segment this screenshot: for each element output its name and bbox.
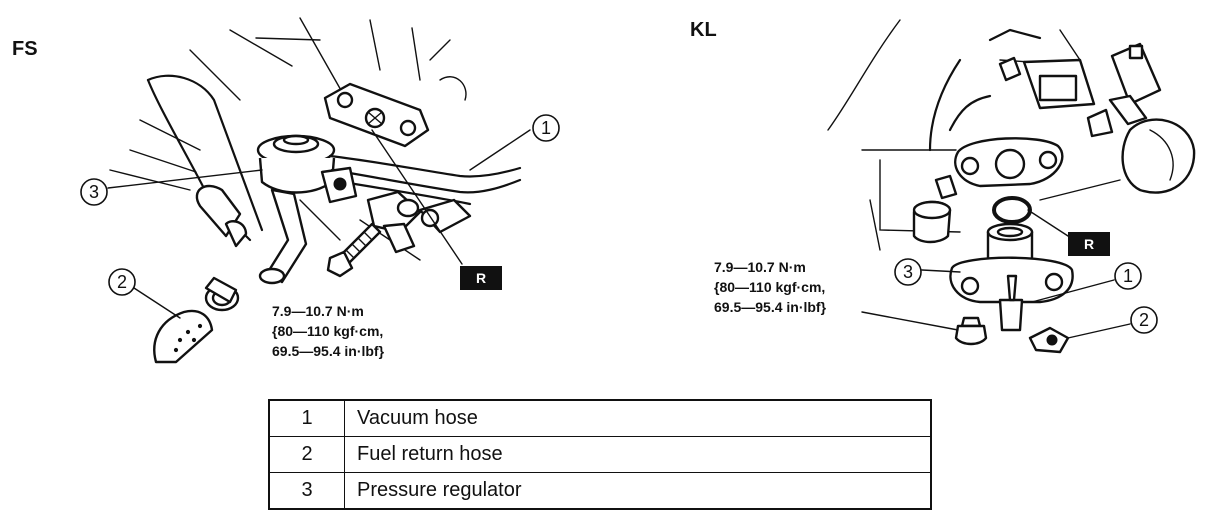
kl-callout-2: [1068, 307, 1157, 338]
legend-part-name: Fuel return hose: [345, 437, 932, 473]
fs-return-hose: [154, 278, 238, 362]
kl-engine-outline: [828, 20, 1120, 250]
table-row: [269, 473, 931, 510]
kl-view-label: KL: [690, 19, 717, 41]
fs-callout-3-label: 3: [88, 182, 100, 202]
legend-part-name: Vacuum hose: [345, 400, 932, 437]
kl-o-ring: [994, 198, 1030, 222]
parts-legend-table: [268, 399, 932, 510]
fs-torque-line-3: 69.5—95.4 in·lbf}: [272, 343, 385, 359]
fs-regulator-clamp: [197, 186, 246, 246]
legend-part-name: Pressure regulator: [345, 473, 932, 510]
fs-torque-line-2: {80—110 kgf·cm,: [272, 323, 384, 339]
fs-callout-3: [81, 170, 262, 205]
fs-pressure-regulator: [258, 136, 334, 283]
kl-torque-line-1: 7.9—10.7 N·m: [714, 259, 806, 275]
legend-number: 3: [269, 473, 345, 510]
kl-flange: [955, 138, 1062, 186]
fs-vacuum-hose: [330, 156, 520, 204]
fs-callout-1: [470, 115, 559, 170]
kl-callout-2-label: 2: [1138, 310, 1150, 330]
kl-view: [690, 19, 1194, 352]
table-row: [269, 437, 931, 473]
legend-number: 1: [269, 400, 345, 437]
kl-mount-bolt: [956, 318, 986, 344]
fs-callout-2-label: 2: [116, 272, 128, 292]
kl-torque-line-3: 69.5—95.4 in·lbf}: [714, 299, 827, 315]
fs-view-label: FS: [12, 38, 38, 60]
kl-callout-3-label: 3: [902, 262, 914, 282]
fs-torque-spec: [272, 303, 385, 359]
kl-replace-marker: [1028, 210, 1110, 256]
kl-pressure-regulator: [950, 224, 1072, 330]
kl-callout-1-label: 1: [1122, 266, 1134, 286]
fs-view: [12, 18, 559, 362]
legend-number: 2: [269, 437, 345, 473]
table-row: [269, 400, 931, 437]
fs-replace-marker-label: R: [475, 270, 487, 286]
kl-torque-line-2: {80—110 kgf·cm,: [714, 279, 826, 295]
fs-callout-2: [109, 269, 180, 318]
fs-callout-1-label: 1: [540, 118, 552, 138]
kl-replace-marker-label: R: [1083, 236, 1095, 252]
fs-torque-line-1: 7.9—10.7 N·m: [272, 303, 364, 319]
fs-mount-bolt: [328, 224, 380, 276]
kl-vacuum-fitting: [1030, 328, 1068, 352]
